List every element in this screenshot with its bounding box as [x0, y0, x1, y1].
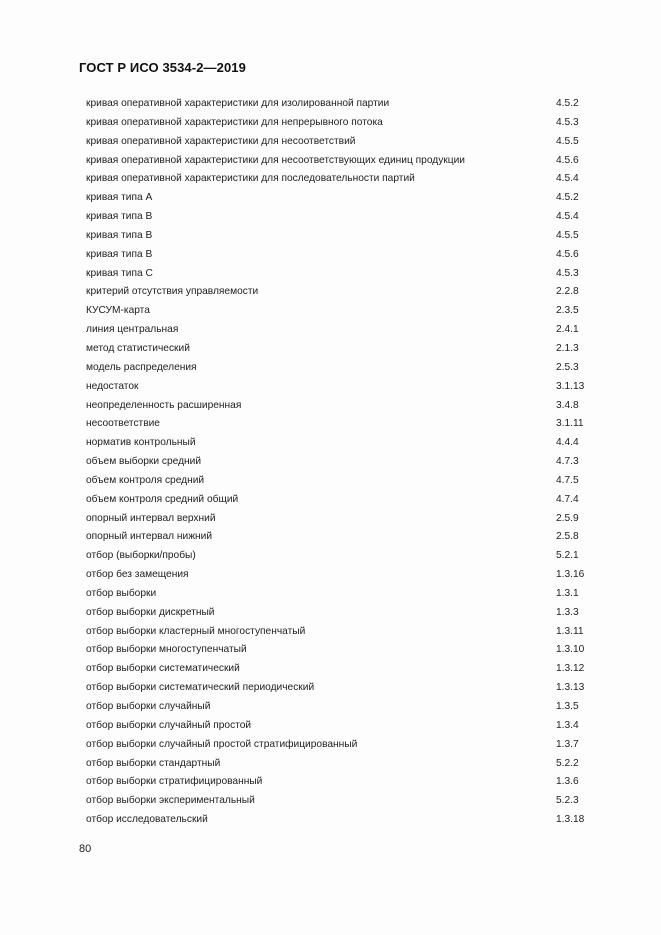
alphabetical-index [0, 95, 661, 830]
index-reference: 2.5.9 [556, 512, 579, 524]
index-reference: 1.3.16 [556, 569, 585, 581]
index-reference: 1.3.4 [556, 719, 579, 731]
index-term: норматив контрольный [86, 437, 196, 449]
index-entry [0, 736, 661, 755]
index-term: метод статистический [86, 342, 190, 354]
index-term: отбор выборки стратифицированный [86, 776, 263, 788]
index-entry [0, 641, 661, 660]
index-entry [0, 321, 661, 340]
index-entry [0, 302, 661, 321]
index-term: кривая оперативной характеристики для последовательности партий [86, 173, 415, 185]
index-term: отбор выборки [86, 587, 157, 599]
index-entry [0, 811, 661, 830]
index-entry [0, 265, 661, 284]
index-term: модель распределения [86, 361, 197, 373]
index-reference: 1.3.11 [556, 625, 584, 637]
index-entry [0, 95, 661, 114]
index-reference: 4.5.5 [556, 135, 579, 147]
index-term: объем выборки средний [86, 456, 202, 468]
index-reference: 4.7.5 [556, 474, 579, 486]
index-term: кривая типа А [86, 192, 153, 204]
index-term: несоответствие [86, 418, 160, 430]
index-term: кривая типа В [86, 229, 153, 241]
index-entry [0, 340, 661, 359]
index-entry [0, 491, 661, 510]
index-reference: 5.2.1 [556, 550, 579, 562]
index-term: кривая оперативной характеристики для непрерывного потока [86, 116, 383, 128]
index-reference: 1.3.10 [556, 644, 585, 656]
index-entry [0, 133, 661, 152]
index-reference: 4.5.3 [556, 116, 579, 128]
index-term: отбор выборки дискретный [86, 606, 215, 618]
index-reference: 4.5.5 [556, 229, 579, 241]
index-entry [0, 698, 661, 717]
index-entry [0, 547, 661, 566]
index-term: отбор выборки случайный простой стратифицированный [86, 738, 358, 750]
index-entry [0, 227, 661, 246]
index-reference: 1.3.13 [556, 682, 585, 694]
index-reference: 3.1.11 [556, 418, 584, 430]
index-term: опорный интервал нижний [86, 531, 213, 543]
index-reference: 3.1.13 [556, 380, 585, 392]
index-term: кривая оперативной характеристики для изолированной партии [86, 98, 390, 109]
index-reference: 1.3.12 [556, 663, 585, 675]
index-term: критерий отсутствия управляемости [86, 286, 259, 298]
index-term: отбор без замещения [86, 569, 189, 581]
index-term: объем контроля средний общий [86, 493, 239, 505]
index-term: отбор выборки систематический периодический [86, 682, 315, 694]
index-reference: 1.3.6 [556, 776, 579, 788]
index-reference: 2.5.3 [556, 361, 579, 373]
index-reference: 4.5.2 [556, 192, 579, 204]
index-term: отбор выборки стандартный [86, 757, 221, 769]
index-term: недостаток [86, 380, 139, 392]
index-reference: 4.5.6 [556, 248, 579, 260]
document-header: ГОСТ Р ИСО 3534-2—2019 [79, 60, 246, 75]
index-reference: 2.3.5 [556, 305, 579, 317]
index-entry [0, 208, 661, 227]
index-term: опорный интервал верхний [86, 512, 216, 524]
index-reference: 4.7.4 [556, 493, 579, 505]
index-entry [0, 472, 661, 491]
index-entry [0, 528, 661, 547]
index-reference: 4.5.2 [556, 98, 579, 109]
index-entry [0, 114, 661, 133]
index-term: кривая типа С [86, 267, 153, 279]
index-entry [0, 755, 661, 774]
index-entry [0, 566, 661, 585]
index-term: неопределенность расширенная [86, 399, 242, 411]
index-entry [0, 434, 661, 453]
index-reference: 1.3.1 [556, 587, 579, 599]
index-entry [0, 660, 661, 679]
index-reference: 4.5.3 [556, 267, 579, 279]
index-entry [0, 152, 661, 171]
index-term: отбор выборки случайный [86, 701, 211, 712]
index-entry [0, 792, 661, 811]
index-reference: 2.5.8 [556, 531, 579, 543]
index-entry [0, 717, 661, 736]
index-reference: 1.3.7 [556, 738, 579, 750]
index-term: отбор выборки кластерный многоступенчатый [86, 625, 306, 637]
index-reference: 1.3.3 [556, 606, 579, 618]
index-entry [0, 415, 661, 434]
index-reference: 1.3.18 [556, 814, 585, 826]
index-reference: 3.4.8 [556, 399, 579, 411]
index-entry [0, 189, 661, 208]
index-entry [0, 510, 661, 529]
index-term: отбор выборки экспериментальный [86, 795, 255, 807]
index-reference: 4.5.4 [556, 173, 579, 185]
index-reference: 5.2.3 [556, 795, 579, 807]
index-term: отбор выборки многоступенчатый [86, 644, 247, 656]
index-entry [0, 773, 661, 792]
index-entry [0, 378, 661, 397]
index-entry [0, 604, 661, 623]
index-term: кривая оперативной характеристики для несоответствующих единиц продукции [86, 154, 465, 166]
index-reference: 5.2.2 [556, 757, 579, 769]
index-term: кривая типа В [86, 248, 153, 260]
index-term: КУСУМ-карта [86, 305, 150, 317]
index-reference: 4.5.6 [556, 154, 579, 166]
index-reference: 1.3.5 [556, 701, 579, 712]
index-entry [0, 585, 661, 604]
index-entry [0, 359, 661, 378]
page-number: 80 [79, 843, 92, 855]
index-term: кривая типа В [86, 211, 153, 223]
index-term: кривая оперативной характеристики для несоответствий [86, 135, 356, 147]
index-entry [0, 397, 661, 416]
index-reference: 4.5.4 [556, 211, 579, 223]
index-term: отбор исследовательский [86, 814, 208, 826]
index-reference: 2.4.1 [556, 324, 579, 336]
index-term: линия центральная [86, 324, 179, 336]
index-reference: 4.7.3 [556, 456, 579, 468]
index-term: отбор выборки случайный простой [86, 719, 252, 731]
index-reference: 4.4.4 [556, 437, 579, 449]
index-entry [0, 170, 661, 189]
index-entry [0, 283, 661, 302]
index-entry [0, 679, 661, 698]
index-term: отбор выборки систематический [86, 663, 240, 675]
index-entry [0, 623, 661, 642]
index-entry [0, 246, 661, 265]
index-reference: 2.2.8 [556, 286, 579, 298]
index-term: отбор (выборки/пробы) [86, 550, 196, 562]
index-entry [0, 453, 661, 472]
index-term: объем контроля средний [86, 474, 205, 486]
index-reference: 2.1.3 [556, 342, 579, 354]
